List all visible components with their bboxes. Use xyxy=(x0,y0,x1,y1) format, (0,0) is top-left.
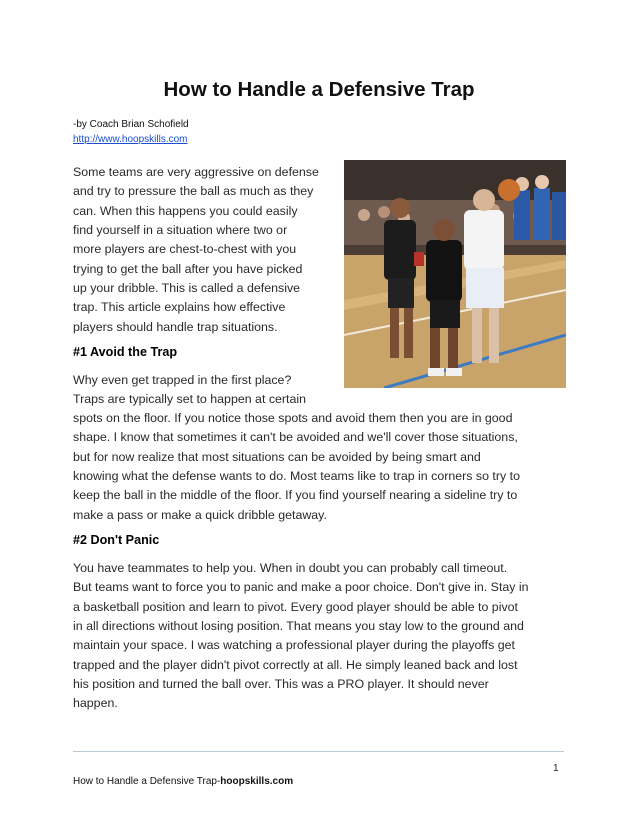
text-line: a basketball position and learn to pivot. Every good player should be able to pivot xyxy=(73,599,518,614)
text-line: Some teams are very aggressive on defense xyxy=(73,165,319,179)
text-line: his position and turned the ball over. This was a PRO player. It should never xyxy=(73,677,489,692)
basketball-photo xyxy=(344,160,566,388)
text-line: Why even get trapped in the first place? xyxy=(73,373,292,387)
footer-rule xyxy=(73,751,564,752)
text-line: But teams want to force you to panic and make a poor choice. Don't give in. Stay in xyxy=(73,580,529,595)
footer-site: hoopskills.com xyxy=(220,776,294,787)
text-line: shape. I know that sometimes it can't be avoided and we'll cover those situations, xyxy=(73,430,518,445)
section-heading-avoid-trap: #1 Avoid the Trap xyxy=(73,345,178,359)
page-title: How to Handle a Defensive Trap xyxy=(163,78,475,101)
intro-paragraph xyxy=(73,163,343,337)
text-line: trying to get the ball after you have picked xyxy=(73,261,303,276)
text-line: You have teammates to help you. When in doubt you can probably call timeout. xyxy=(73,561,508,575)
section1-paragraph-narrow xyxy=(73,371,343,410)
section2-paragraph xyxy=(73,559,568,714)
byline: -by Coach Brian Schofield xyxy=(73,119,189,130)
text-line: and try to pressure the ball as much as they xyxy=(73,184,314,199)
text-line: trapped and the player didn't pivot correctly at all. He simply leaned back and lost xyxy=(73,657,518,672)
text-line: find yourself in a situation where two or xyxy=(73,223,288,238)
text-line: spots on the floor. If you notice those spots and avoid them then you are in good xyxy=(73,411,513,425)
section-heading-dont-panic: #2 Don't Panic xyxy=(73,533,160,547)
text-line: but for now realize that most situations can be avoided by being smart and xyxy=(73,449,481,464)
text-line: maintain your space. I was watching a professional player during the playoffs get xyxy=(73,638,515,653)
text-line: trap. This article explains how effective xyxy=(73,300,286,315)
text-line: make a pass or make a quick dribble getaway. xyxy=(73,507,327,522)
page-number: 1 xyxy=(553,763,559,774)
text-line: more players are chest-to-chest with you xyxy=(73,242,297,257)
text-line: players should handle trap situations. xyxy=(73,319,278,334)
text-line: in all directions without losing position. That means you stay low to the ground and xyxy=(73,619,524,634)
text-line: can. When this happens you could easily xyxy=(73,203,298,218)
text-line: keep the ball in the middle of the floor. If you find yourself nearing a sideline try to xyxy=(73,488,518,503)
footer-title: How to Handle a Defensive Trap- xyxy=(73,776,221,787)
author-link[interactable]: http://www.hoopskills.com xyxy=(73,134,188,145)
text-line: Traps are typically set to happen at certain xyxy=(73,392,307,407)
text-line: up your dribble. This is called a defensive xyxy=(73,281,301,296)
section1-paragraph-wide xyxy=(73,409,573,525)
text-line: knowing what the defense wants to do. Most teams like to trap in corners so try to xyxy=(73,469,520,484)
text-line: happen. xyxy=(73,696,118,711)
footer-text xyxy=(73,776,293,787)
